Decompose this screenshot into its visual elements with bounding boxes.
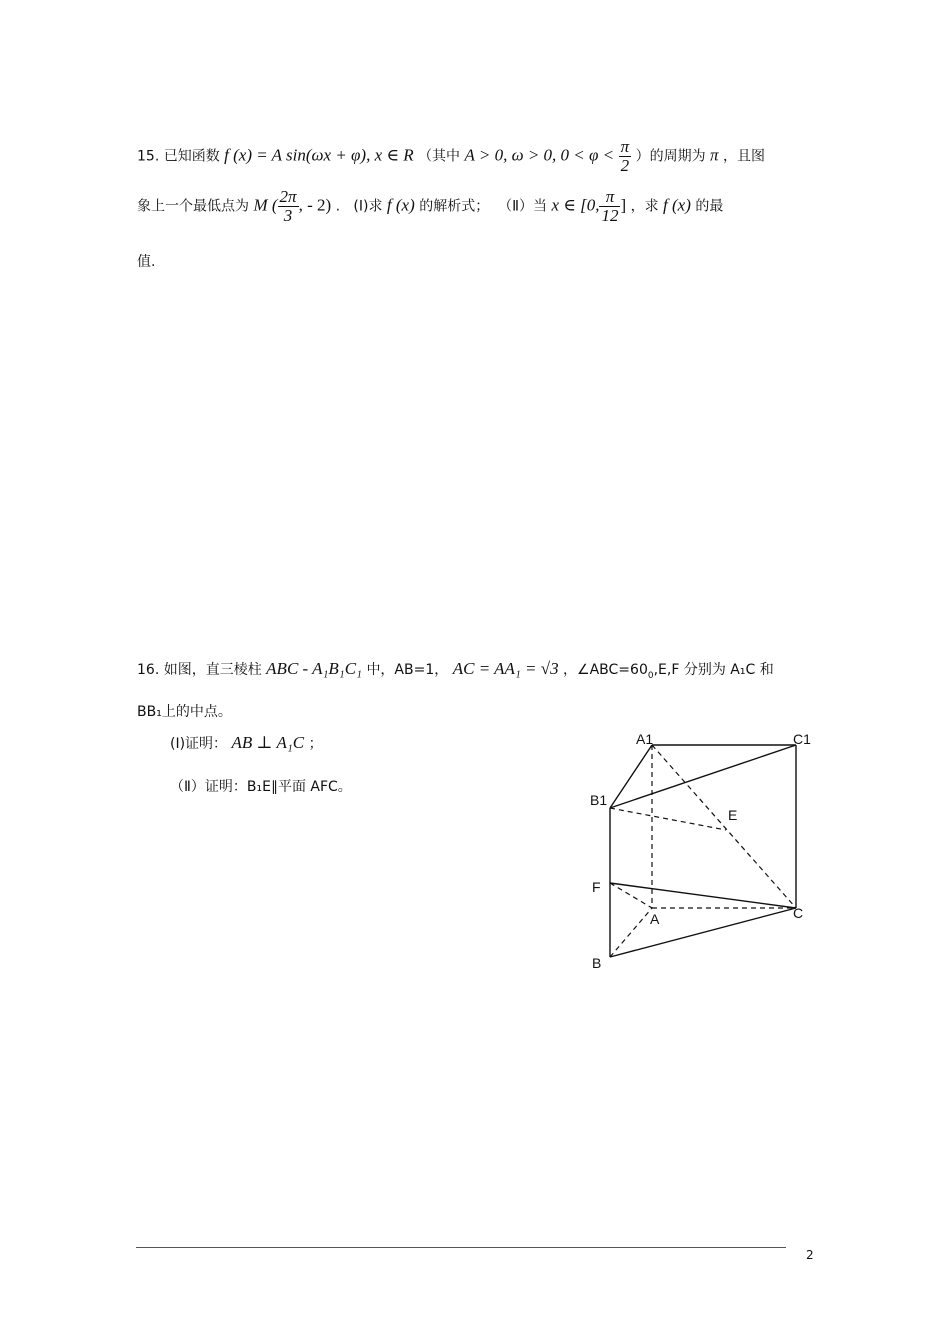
edge-B1C1 bbox=[610, 745, 796, 808]
edge-FA-hidden bbox=[610, 883, 652, 908]
q15-intro: 已知函数 bbox=[163, 148, 220, 165]
q15-line2-text: 象上一个最低点为 bbox=[137, 198, 249, 215]
q15-point-M-post: , - 2) bbox=[298, 195, 332, 215]
q16-part1-line bbox=[170, 733, 323, 753]
q15-line2 bbox=[137, 188, 723, 225]
q16-intro: 如图，直三棱柱 bbox=[163, 662, 262, 678]
q16-number: 16. bbox=[137, 662, 160, 678]
q16-tail: ,E,F 分别为 A₁C 和 bbox=[653, 662, 774, 678]
q15-point-M-pre: M ( bbox=[253, 195, 278, 215]
page-number: 2 bbox=[806, 1248, 814, 1262]
q16-prism: ABC - A₁B₁C₁ bbox=[266, 659, 362, 678]
q15-fx-2: f (x) bbox=[663, 195, 691, 215]
q15-line2-dot: . bbox=[335, 198, 341, 215]
q16-line2: BB₁上的中点。 bbox=[137, 704, 232, 720]
q15-cond-open: （其中 bbox=[418, 148, 461, 165]
label-A: A bbox=[650, 911, 660, 927]
q15-number: 15. bbox=[137, 148, 160, 165]
q15-function: f (x) = A sin(ωx + φ), x ∈ R bbox=[224, 145, 414, 165]
q15-cond-close: ）的周期为 bbox=[635, 148, 706, 165]
q16-equation: AC = AA₁ = √3 bbox=[452, 659, 559, 678]
q16-part1-math: AB ⊥ A₁C bbox=[231, 733, 305, 752]
q15-tail: ，且图 bbox=[723, 148, 766, 165]
edge-B1E-hidden bbox=[610, 808, 726, 830]
q15-pi-over-12: $\frac{\pi}{12}$ bbox=[601, 187, 619, 225]
q16-part2: （Ⅱ）证明：B₁E∥平面 AFC。 bbox=[170, 779, 352, 795]
edge-A1B1 bbox=[610, 745, 652, 808]
q16-degree: 0 bbox=[647, 670, 654, 681]
edge-FC bbox=[610, 883, 796, 908]
q16-angle: ，∠ABC=60 bbox=[563, 662, 648, 678]
q15-line1 bbox=[137, 138, 765, 175]
label-E: E bbox=[728, 807, 738, 823]
q15-part2-tail: 的最 bbox=[695, 198, 724, 215]
q15-pi-over-2: $\frac{\pi}{2}$ bbox=[620, 137, 630, 175]
q16-part1-tail: ； bbox=[308, 736, 323, 752]
q15-line3: 值. bbox=[137, 254, 156, 270]
edge-BA-hidden bbox=[610, 908, 652, 957]
label-C1: C1 bbox=[793, 731, 811, 747]
q15-part2: （Ⅱ）当 bbox=[498, 198, 548, 215]
label-B1: B1 bbox=[590, 792, 608, 808]
q15-x-range-close: ] bbox=[620, 195, 627, 215]
q15-condition: A > 0, ω > 0, 0 < φ < bbox=[464, 145, 615, 165]
q16-mid: 中，AB=1， bbox=[366, 662, 449, 678]
q15-part1: (Ⅰ)求 bbox=[353, 198, 383, 215]
footer-rule bbox=[136, 1247, 786, 1248]
q15-x-range: x ∈ [0, bbox=[551, 195, 600, 215]
q15-part1-tail: 的解析式； bbox=[419, 198, 490, 215]
q15-part2-mid: ，求 bbox=[630, 198, 659, 215]
prism-figure bbox=[580, 720, 820, 980]
label-C: C bbox=[793, 905, 804, 921]
label-B: B bbox=[592, 955, 602, 971]
q16-part1: (Ⅰ)证明： bbox=[170, 736, 228, 752]
q15-point-M-frac: $\frac{2\pi}{3}$ bbox=[279, 187, 297, 225]
label-F: F bbox=[592, 879, 601, 895]
edge-BC bbox=[610, 908, 796, 957]
q15-fx-1: f (x) bbox=[386, 195, 415, 215]
q15-period: π bbox=[710, 145, 719, 165]
label-A1: A1 bbox=[636, 731, 654, 747]
q16-line1 bbox=[137, 659, 774, 681]
